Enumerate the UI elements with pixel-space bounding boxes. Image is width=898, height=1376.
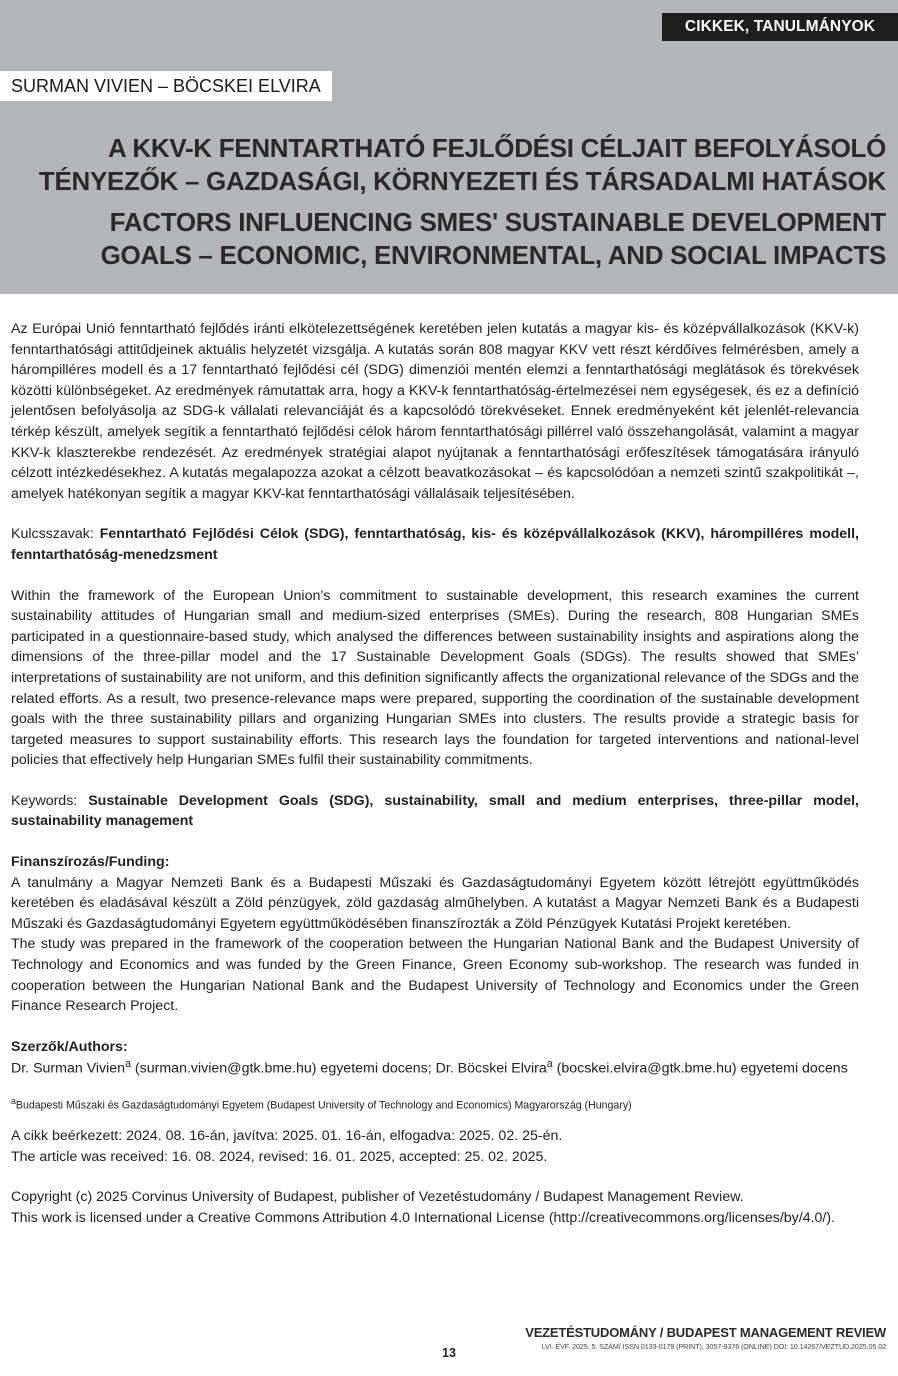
dates-hungarian: A cikk beérkezett: 2024. 08. 16-án, javítva: 2025. 01. 16-án, elfogadva: 2025. 02. 25-én.: [11, 1128, 563, 1145]
copyright-line-2: This work is licensed under a Creative Commons Attribution 4.0 International License (http://creativecommons.org/licenses/by/4.0/).: [11, 1210, 836, 1227]
section-tag: CIKKEK, TANULMÁNYOK: [662, 13, 898, 41]
funding-text-english: The study was prepared in the framework of the cooperation between the Hungarian National Bank and the Budapest University of Technology and Economics and was funded by the Green Finance, Green Economy sub-workshop. The research was funded in cooperation between the Hungarian National Bank and the Budapest University of Technology and Economics under the Green Finance Research Project.: [11, 936, 859, 1015]
authors-details: [11, 1057, 859, 1079]
footer-journal-title: VEZETÉSTUDOMÁNY / BUDAPEST MANAGEMENT REVIEW: [525, 1325, 886, 1340]
author-2-details: (bocskei.elvira@gtk.bme.hu) egyetemi docens: [552, 1061, 848, 1078]
spacer: [11, 1112, 859, 1126]
spacer: [11, 504, 859, 524]
article-title: [6, 132, 886, 272]
dates-english: The article was received: 16. 08. 2024, revised: 16. 01. 2025, accepted: 25. 02. 2025.: [11, 1148, 548, 1165]
author-1-details: (surman.vivien@gtk.bme.hu) egyetemi docens;: [130, 1061, 436, 1078]
keywords-english: [11, 791, 859, 832]
title-hu-line-1: A KKV-K FENNTARTHATÓ FEJLŐDÉSI CÉLJAIT BEFOLYÁSOLÓ: [107, 133, 886, 163]
spacer: [11, 1017, 859, 1037]
keywords-en-label: Keywords:: [11, 792, 89, 809]
affiliation-note: [11, 1094, 859, 1113]
funding-heading: Finanszírozás/Funding:: [11, 854, 170, 871]
author-1-affiliation-mark: a: [125, 1058, 131, 1071]
footer-issn: LVI. ÉVF. 2025. 5. SZÁM/ ISSN 0133-0179 (PRINT); 3057-9376 (ONLINE) DOI: 10.14267/VEZTUD.2025.05.02: [541, 1342, 886, 1351]
article-authors: SURMAN VIVIEN – BÖCSKEI ELVIRA: [0, 71, 332, 101]
abstract-english: Within the framework of the European Union’s commitment to sustainable development, this research examines the current sustainability attitudes of Hungarian small and medium-sized enterprises (SMEs). During the research, 808 Hungarian SMEs participated in a questionnaire-based study, which analysed the differences between sustainability insights and aspirations along the dimensions of the three-pillar model and the 17 Sustainable Development Goals (SDGs). The results showed that SMEs’ interpretations of sustainability are not uniform, and this definition significantly affects the organizational relevance of the SDGs and the related efforts. As a result, two presence-relevance maps were prepared, supporting the coordination of the sustainable development goals with the three sustainability pillars and organizing Hungarian SMEs into clusters. The results provide a strategic basis for targeted measures to support sustainability efforts. This research lays the foundation for targeted interventions and national-level policies that effectively help Hungarian SMEs fulfil their sustainability commitments.: [11, 587, 859, 769]
affiliation-text: Budapesti Műszaki és Gazdaságtudományi Egyetem (Budapest University of Technology and Economics) Magyarország (Hungary): [15, 1099, 632, 1112]
keywords-en-terms: Sustainable Development Goals (SDG), sustainability, small and medium enterprises, three-pillar model, sustainability management: [11, 792, 859, 830]
header-band: [0, 0, 898, 294]
spacer: [11, 1080, 859, 1094]
author-2-name: Dr. Böcskei Elvira: [435, 1061, 547, 1078]
spacer: [11, 832, 859, 852]
keywords-hu-label: Kulcsszavak:: [11, 526, 100, 543]
author-1-name: Dr. Surman Vivien: [11, 1061, 126, 1078]
authors-heading: Szerzők/Authors:: [11, 1038, 128, 1055]
funding-text-hungarian: A tanulmány a Magyar Nemzeti Bank és a Budapesti Műszaki és Gazdaságtudományi Egyetem között létrejött együttműködés keretében és eladásával készült a Zöld pénzügyek, zöld gazdaság alműhelyben. A kutatást a Magyar Nemzeti Bank és a Budapesti Műszaki és Gazdaságtudományi Egyetem együttműködésében finanszírozták a Zöld Pénzügyek Kutatási Projekt keretében.: [11, 874, 859, 932]
affiliation-mark: a: [11, 1095, 16, 1106]
keywords-hungarian: [11, 524, 859, 565]
title-hungarian: [6, 132, 886, 198]
title-en-line-1: FACTORS INFLUENCING SMES' SUSTAINABLE DEVELOPMENT: [109, 207, 886, 237]
spacer: [11, 1167, 859, 1187]
title-english: [6, 206, 886, 272]
copyright-line-1: Copyright (c) 2025 Corvinus University of Budapest, publisher of Vezetéstudomány / Budapest Management Review.: [11, 1189, 744, 1206]
title-en-line-2: GOALS – ECONOMIC, ENVIRONMENTAL, AND SOCIAL IMPACTS: [100, 240, 886, 270]
title-hu-line-2: TÉNYEZŐK – GAZDASÁGI, KÖRNYEZETI ÉS TÁRSADALMI HATÁSOK: [38, 166, 886, 196]
abstract-hungarian: Az Európai Unió fenntartható fejlődés iránti elkötelezettségének keretében jelen kutatás a magyar kis- és középvállalkozások (KKV-k) fenntarthatósági attitűdjeinek aktuális helyzetét vizsgálja. A kutatás során 808 magyar KKV vett részt kérdőíves felmérésben, amely a hárompilléres modell és a 17 fenntartható fejlődési cél (SDG) dimenziói mentén elemzi a fenntarthatósági meglátások és törekvések közötti különbségeket. Az eredmények rámutattak arra, hogy a KKV-k fenntarthatóság-értelmezései nem egységesek, és ez a definíció jelentősen befolyásolja az SDG-k vállalati relevanciáját és a kapcsolódó törekvéseket. Ennek eredményeként két jelenlét-relevancia térkép készült, amelyek segítik a fenntartható fejlődési célok három fenntarthatósági pillérrel való összehangolását, valamint a magyar KKV-k klaszterekbe rendezését. Az eredmények stratégiai alapot nyújtanak a fenntarthatósági erőfeszítések támogatására irányuló célzott intézkedésekhez. A kutatás megalapozza azokat a célzott beavatkozásokat – és kapcsolódóan a nemzeti szintű szakpolitikát –, amelyek hatékonyan segítik a magyar KKV-kat fenntarthatósági vállalásaik teljesítésében.: [11, 321, 859, 502]
spacer: [11, 771, 859, 791]
spacer: [11, 566, 859, 586]
page-number: 13: [442, 1346, 456, 1360]
article-front-matter: [11, 319, 859, 1229]
keywords-hu-terms: Fenntartható Fejlődési Célok (SDG), fenntarthatóság, kis- és középvállalkozások (KKV), hárompilléres modell, fenntarthatóság-menedzsment: [11, 526, 860, 563]
author-2-affiliation-mark: a: [546, 1058, 553, 1071]
